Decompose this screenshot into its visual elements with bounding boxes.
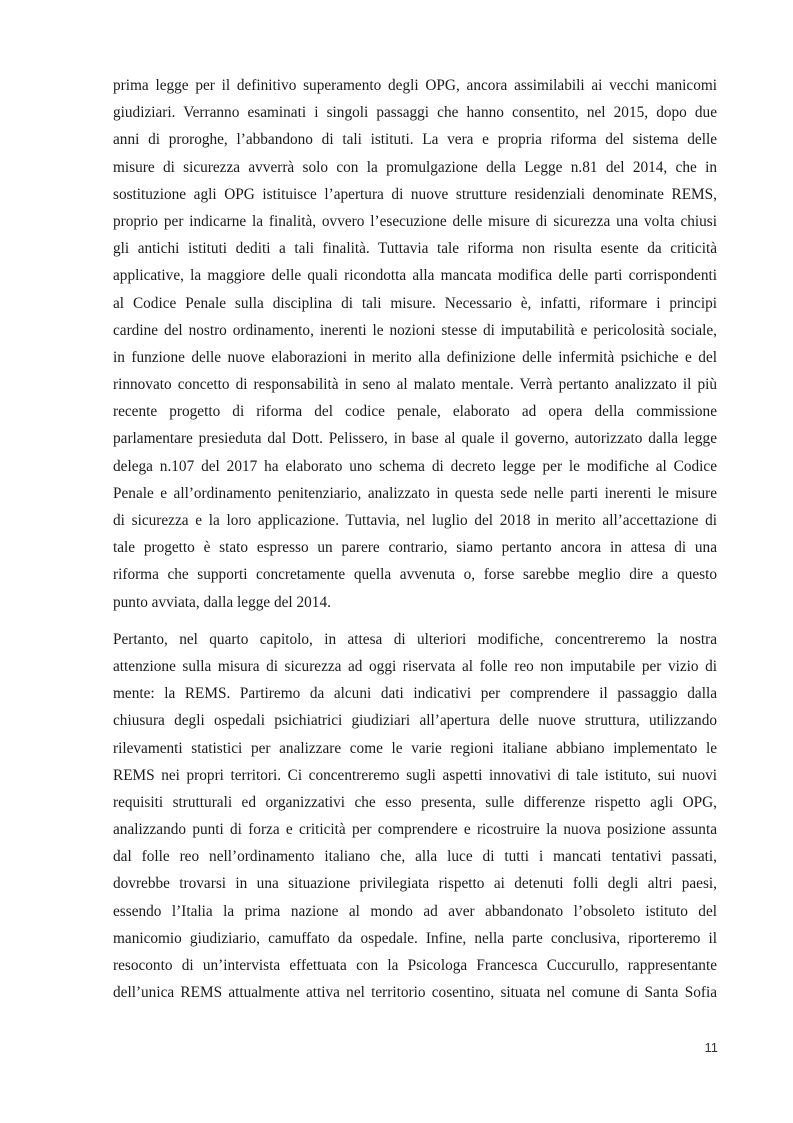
text-line: anni di proroghe, l’abbandono di tali istituti. La vera e propria riforma del sistema delle	[113, 131, 717, 149]
text-line: prima legge per il definitivo superamento degli OPG, ancora assimilabili ai vecchi manicomi	[113, 77, 717, 94]
text-line: proprio per indicarne la finalità, ovvero l’esecuzione delle misure di sicurezza una volta chiusi	[113, 212, 717, 230]
page-number: 11	[704, 1040, 718, 1055]
text-line: misure di sicurezza avverrà solo con la promulgazione della Legge n.81 del 2014, che in	[113, 158, 717, 176]
text-line: dovrebbe trovarsi in una situazione privilegiata rispetto ai detenuti folli degli altri paesi,	[113, 875, 717, 893]
text-line: analizzando punti di forza e criticità per comprendere e ricostruire la nuova posizione assunta	[113, 821, 717, 839]
text-line: al Codice Penale sulla disciplina di tali misure. Necessario è, infatti, riformare i principi	[113, 294, 717, 312]
text-line: rilevamenti statistici per analizzare come le varie regioni italiane abbiano implementato le	[113, 739, 717, 757]
text-line: REMS nei propri territori. Ci concentreremo sugli aspetti innovativi di tale istituto, sui nuovi	[113, 766, 717, 784]
text-line: Pertanto, nel quarto capitolo, in attesa di ulteriori modifiche, concentreremo la nostra	[113, 630, 717, 648]
text-line: Penale e all’ordinamento penitenziario, analizzato in questa sede nelle parti inerenti le misure	[113, 484, 717, 502]
text-line: mente: la REMS. Partiremo da alcuni dati indicativi per comprendere il passaggio dalla	[113, 685, 717, 703]
text-line: tale progetto è stato espresso un parere contrario, siamo pertanto ancora in attesa di una	[113, 539, 717, 557]
text-line: requisiti strutturali ed organizzativi che esso presenta, sulle differenze rispetto agli OPG,	[113, 793, 717, 811]
text-line: di sicurezza e la loro applicazione. Tuttavia, nel luglio del 2018 in merito all’accettazione di	[113, 512, 717, 529]
text-line: recente progetto di riforma del codice penale, elaborato ad opera della commissione	[113, 403, 717, 421]
text-line: riforma che supporti concretamente quella avvenuta o, forse sarebbe meglio dire a questo	[113, 566, 717, 584]
text-line: applicative, la maggiore delle quali ricondotta alla mancata modifica delle parti corrispondenti	[113, 267, 717, 285]
text-line: attenzione sulla misura di sicurezza ad oggi riservata al folle reo non imputabile per vizio di	[113, 657, 717, 675]
paragraph	[113, 626, 717, 1007]
text-line: sostituzione agli OPG istituisce l’apertura di nuove strutture residenziali denominate REMS,	[113, 185, 717, 203]
paragraph	[113, 72, 717, 616]
text-line: giudiziari. Verranno esaminati i singoli passaggi che hanno consentito, nel 2015, dopo due	[113, 104, 717, 122]
text-line: resoconto di un’intervista effettuata con la Psicologa Francesca Cuccurullo, rappresentante	[113, 957, 717, 974]
text-line: punto avviata, dalla legge del 2014.	[113, 593, 331, 611]
text-line: delega n.107 del 2017 ha elaborato uno schema di decreto legge per le modifiche al Codice	[113, 457, 717, 475]
text-line: dell’unica REMS attualmente attiva nel territorio cosentino, situata nel comune di Santa Sofia	[113, 984, 717, 1002]
text-line: essendo l’Italia la prima nazione al mondo ad aver abbandonato l’obsoleto istituto del	[113, 902, 717, 920]
text-line: manicomio giudiziario, camuffato da ospedale. Infine, nella parte conclusiva, riporteremo il	[113, 929, 717, 947]
text-line: parlamentare presieduta dal Dott. Pelissero, in base al quale il governo, autorizzato dalla legge	[113, 430, 717, 448]
body-text	[113, 72, 717, 1006]
text-line: gli antichi istituti dediti a tali finalità. Tuttavia tale riforma non risulta esente da criticità	[113, 240, 717, 258]
text-line: cardine del nostro ordinamento, inerenti le nozioni stesse di imputabilità e pericolosità sociale,	[113, 321, 717, 339]
text-line: in funzione delle nuove elaborazioni in merito alla definizione delle infermità psichiche e del	[113, 348, 717, 366]
paragraph-gap	[113, 616, 717, 626]
text-line: chiusura degli ospedali psichiatrici giudiziari all’apertura delle nuove struttura, utilizzando	[113, 712, 717, 730]
text-line: dal folle reo nell’ordinamento italiano che, alla luce di tutti i mancati tentativi passati,	[113, 848, 717, 866]
text-line: rinnovato concetto di responsabilità in seno al malato mentale. Verrà pertanto analizzato il più	[113, 376, 717, 394]
